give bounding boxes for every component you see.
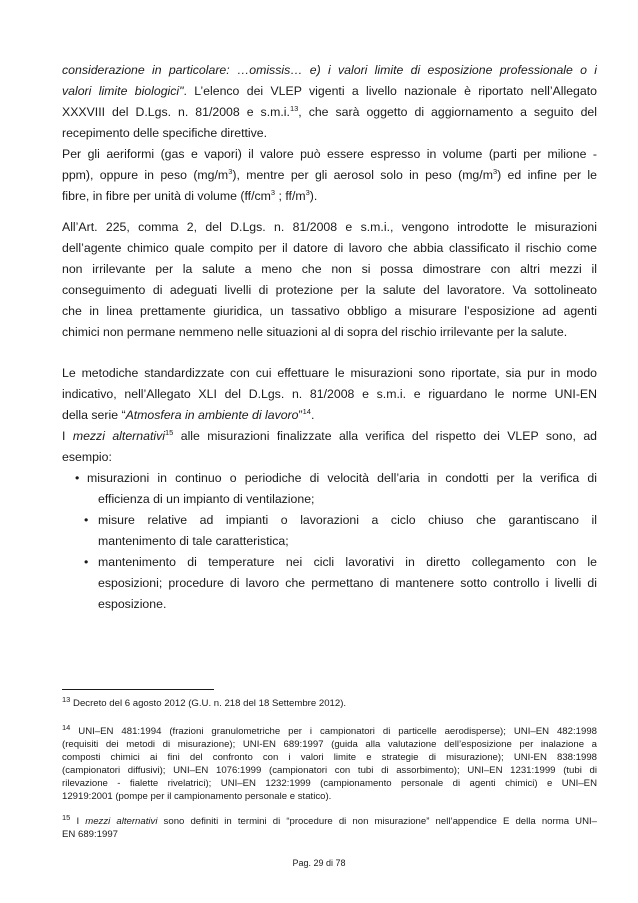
text-line: All’Art. 225, comma 2, del D.Lgs. n. 81/2008 e s.m.i., vengono introdotte le misurazioni (62, 220, 597, 234)
bullet-list (62, 468, 597, 615)
body-text (62, 60, 597, 615)
footnote-ref-13: 13 (289, 103, 299, 113)
text-line: che in linea prettamente giuridica, un tassativo obbligo a misurare l’esposizione ad agenti (62, 304, 597, 318)
text-line: fibre, in fibre per unità di volume ($ff/cm^3$ ; $ff/m^3$). (62, 187, 318, 203)
text-line: ppm), oppure in peso $(mg/m^3)$, mentre per gli aerosol solo in peso $(mg/m^3)$ ed infine per le (62, 166, 597, 182)
bullet-icon: • (84, 513, 89, 527)
list-item-continuation: mantenimento di tale caratteristica; (98, 534, 289, 548)
text-line: esempio: (62, 450, 112, 464)
text-line: recepimento delle specifiche direttive. (62, 126, 268, 140)
footnote-separator (62, 689, 214, 690)
text-line: I mezzi alternativi$^{15}$ alle misurazioni finalizzate alla verifica del rispetto dei VLEP sono, ad (62, 427, 597, 443)
footnote-15: $^{15}$ I mezzi alternativi sono definiti in termini di “procedure di non misurazione” nell’appendice E della norma UNI– EN 689:1997 (62, 815, 597, 840)
bullet-icon: • (84, 555, 89, 569)
text-line: dell’agente chimico quale compito per il datore di lavoro che abbia classificato il rischio come (62, 241, 597, 255)
text-line: Le metodiche standardizzate con cui effettuare le misurazioni sono riportate, sia pur in modo (62, 366, 597, 380)
list-item-continuation: esposizione. (98, 597, 167, 611)
page-number: Pag. 29 di 78 (292, 858, 346, 868)
bullet-icon: • (75, 471, 80, 485)
text-line: della serie “Atmosfera in ambiente di lavoro”$^{14}$. (62, 406, 315, 422)
list-item: • misure relative ad impianti o lavorazioni a ciclo chiuso che garantiscano il (62, 510, 597, 531)
list-item-continuation: esposizioni; procedure di lavoro che permettano di mantenere sotto controllo i livelli di (98, 576, 597, 590)
list-item: • misurazioni in continuo o periodiche di velocità dell’aria in condotti per la verifica di (62, 468, 597, 489)
footnote-ref-14: 14 (302, 406, 311, 416)
text-line: non irrilevante per la salute a meno che non si possa dimostrare con altri mezzi il (62, 262, 597, 276)
text-line: valori limite biologici". L’elenco dei VLEP vigenti a livello nazionale è riportato nell’Allegato (62, 84, 597, 98)
footnote-14: $^{14}$ UNI–EN 481:1994 (frazioni granulometriche per i campionatori di particelle aerodisperse); UNI–EN 482:1998 (requisiti dei metodi di misurazione); UNI-EN 689:1997 (guida alla valutazione dell’esposizione per inalazione a composti chimici ai fini del confronto con i valori limite e strategie di misurazione); UNI-EN 838:1998 (campionatori diffusivi); UNI–EN 1076:1999 (campionatori con tubi di assorbimento); UNI–EN 1231:1999 (tubi di rilevazione - fialette rivelatrici); UNI–EN 1232:1999 (campionamento personale di agenti chimici) e UNI–EN 12919:2001 (pompe per il campionamento personale e statico). (62, 725, 597, 802)
footnote-13: $^{13}$ Decreto del 6 agosto 2012 (G.U. n. 218 del 18 Settembre 2012). (62, 697, 347, 709)
text-line: Per gli aeriformi (gas e vapori) il valore può essere espresso in volume (parti per milione - (62, 147, 597, 161)
list-item: • mantenimento di temperature nei cicli lavorativi in diretto collegamento con le (62, 552, 597, 573)
text-line: indicativo, nell’Allegato XLI del D.Lgs. n. 81/2008 e s.m.i. e riguardano le norme UNI-EN (62, 387, 597, 401)
footnote-ref-15: 15 (164, 427, 174, 437)
list-item-continuation: efficienza di un impianto di ventilazione; (98, 492, 315, 506)
text-line: chimici non permane nemmeno nelle situazioni al di sopra del rischio irrilevante per la salute. (62, 325, 568, 339)
text-line: considerazione in particolare: …omissis… e) i valori limite di esposizione professionale o i (62, 63, 597, 77)
text-line: XXXVIII del D.Lgs. n. 81/2008 e s.m.i.$^{13}$, che sarà oggetto di aggiornamento a seguito del (62, 103, 597, 119)
text-line: conseguimento di adeguati livelli di protezione per la salute del lavoratore. Va sottolineato (62, 283, 597, 297)
